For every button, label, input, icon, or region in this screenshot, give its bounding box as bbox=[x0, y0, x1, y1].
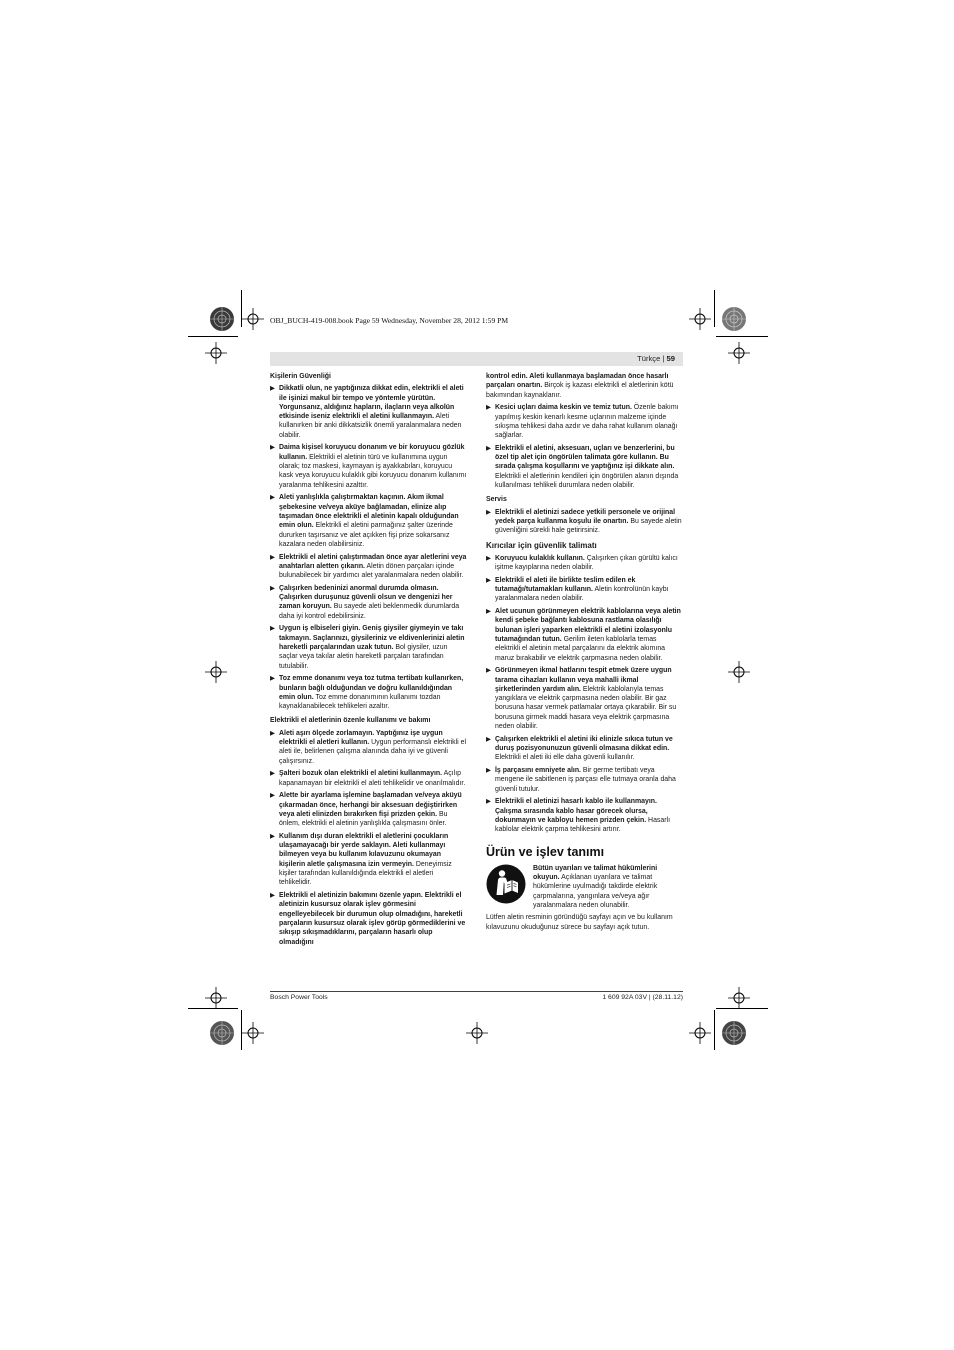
registration-crosshair-icon bbox=[242, 308, 264, 330]
list-item: ▶ Dikkatli olun, ne yaptığınıza dikkat edin, elektrikli el aleti ile işinizi makul bir tempo ve yöntemle yürütün. Yorgunsanız, aldığınız hapların, ilaçların veya alkolün etkisinde iseniz elektrikli el aletini kullanmayın. Aleti kullanırken bir anki dikkatsizlik önemli yaralanmalara neden olabilir. bbox=[270, 385, 464, 439]
section-heading-tool-use-care: Elektrikli el aletlerinin özenle kullanımı ve bakımı bbox=[270, 717, 431, 725]
arrow-bullet-icon: ▶ bbox=[270, 494, 275, 502]
read-instructions-text: Bütün uyarıları ve talimat hükümlerini okuyun. Açıklanan uyarılara ve talimat hükümlerine uyulmadığı takdirde elektrik çarpmalarına, yangınlara ve/veya ağır yaralanmalara neden olunabilir. bbox=[533, 864, 658, 909]
arrow-bullet-icon: ▶ bbox=[486, 444, 491, 452]
right-column bbox=[486, 372, 683, 932]
left-column bbox=[270, 372, 467, 950]
arrow-bullet-icon: ▶ bbox=[270, 675, 275, 683]
arrow-bullet-icon: ▶ bbox=[270, 792, 275, 800]
registration-crosshair-icon bbox=[205, 987, 227, 1009]
footer-document-code: 1 609 92A 03V | (28.11.12) bbox=[602, 994, 683, 1001]
list-item: ▶ Çalışırken elektrikli el aletini iki elinizle sıkıca tutun ve duruş pozisyonunuzun güvenli olmasına dikkat edin. Elektrikli el aleti iki elle daha güvenli kullanılır. bbox=[486, 735, 673, 762]
list-item: ▶ Toz emme donanımı veya toz tutma tertibatı kullanırken, bunların bağlı olduğundan ve doğru kullanıldığından emin olun. Toz emme donanımının kullanımı tozdan kaynaklanabilecek tehlikeleri azaltır. bbox=[270, 675, 464, 711]
section-heading-service: Servis bbox=[486, 496, 507, 504]
file-info-line: OBJ_BUCH-419-008.book Page 59 Wednesday, November 28, 2012 1:59 PM bbox=[270, 316, 509, 325]
list-item: ▶ Koruyucu kulaklık kullanın. Çalışırken çıkan gürültü kalıcı işitme kayıplarına neden olabilir. bbox=[486, 554, 678, 572]
registration-crosshair-icon bbox=[689, 1022, 711, 1044]
arrow-bullet-icon: ▶ bbox=[486, 608, 491, 616]
registration-crosshair-icon bbox=[205, 342, 227, 364]
registration-target-icon bbox=[209, 306, 235, 332]
arrow-bullet-icon: ▶ bbox=[270, 729, 275, 737]
list-item: ▶ Elektrikli el aletinizin bakımını özenle yapın. Elektrikli el aletinizin kusursuz olarak işlev görmesini engelleyebilecek bir durumun olup olmadığını, hareketli parçaların kusursuz olarak işlev görüp görmediklerini ve sıkışıp sıkışmadıklarını, parçaların hasarlı olup olmadığını bbox=[270, 892, 466, 946]
footer-divider bbox=[270, 991, 683, 992]
list-item: ▶ Çalışırken bedeninizi anormal durumda olmasın. Çalışırken duruşunuz güvenli olsun ve dengenizi her zaman koruyun. Bu sayede aleti beklenmedik durumlarda daha iyi kontrol edebilirsiniz. bbox=[270, 584, 460, 620]
registration-crosshair-icon bbox=[728, 342, 750, 364]
read-instructions-notice bbox=[486, 864, 683, 910]
registration-target-icon bbox=[209, 1020, 235, 1046]
arrow-bullet-icon: ▶ bbox=[270, 892, 275, 900]
list-item: ▶ Görünmeyen ikmal hatlarını tespit etmek üzere uygun tarama cihazları kullanın veya mahalli ikmal şirketlerinden yardım alın. Elektrik kablolarıyla temas yangıklara ve elektrik çarpmasına neden olabilir. Bir gaz borusuna hasar vermek patlamalar ortaya çıkarabilir. Bir su borusuna girmek maddi hasara veya elektrik çarpmasına neden olabilir. bbox=[486, 667, 677, 731]
arrow-bullet-icon: ▶ bbox=[486, 767, 491, 775]
arrow-bullet-icon: ▶ bbox=[270, 832, 275, 840]
section-title-product-description: Ürün ve işlev tanımı bbox=[486, 845, 605, 860]
registration-crosshair-icon bbox=[728, 987, 750, 1009]
registration-crosshair-icon bbox=[689, 308, 711, 330]
continued-paragraph: kontrol edin. Aleti kullanmaya başlamadan önce hasarlı parçaları onartın. Birçok iş kazası elektrikli el aletlerinin kötü bakımından kaynaklanır. bbox=[486, 373, 674, 399]
list-item: ▶ Alet ucunun görünmeyen elektrik kablolarına veya aletin kendi şebeke bağlantı kablosuna rastlama olasılığı bulunan işleri yaparken elektrikli el aletini izolasyonlu tutamağından tutun. Gerilim ileten kablolarla temas elektrikli el aletinin metal parçalarını da elektrik akımına maruz bırakabilir ve elektrik çarpmasına neden olabilir. bbox=[486, 608, 681, 662]
section-heading-personal-safety: Kişilerin Güvenliği bbox=[270, 373, 331, 380]
page-number: 59 bbox=[666, 354, 675, 363]
arrow-bullet-icon: ▶ bbox=[486, 404, 491, 412]
list-item: ▶ Elektrikli el aletini, aksesuarı, uçları ve benzerlerini, bu özel tip alet için öngörülen talimata göre kullanın. Bu sırada çalışma koşullarını ve yaptığınız işi dikkate alın. Elektrikli el aletlerinin kendileri için öngörülen alanın dışında kullanılması tehlikeli durumlara neden olabilir. bbox=[486, 444, 679, 490]
arrow-bullet-icon: ▶ bbox=[486, 508, 491, 516]
arrow-bullet-icon: ▶ bbox=[270, 385, 275, 393]
list-item: ▶ Aleti yanlışlıkla çalıştırmaktan kaçının. Akım ikmal şebekesine ve/veya aküye bağlamadan, elinize alıp taşımadan önce elektrikli el aletinin kapalı olduğundan emin olun. Elektrikli el aletini parmağınız şalter üzerinde dururken taşırsanız ve alet açıkken fişi prize sokarsanız kazalara neden olabilirsiniz. bbox=[270, 494, 459, 548]
arrow-bullet-icon: ▶ bbox=[486, 554, 491, 562]
registration-crosshair-icon bbox=[242, 1022, 264, 1044]
registration-crosshair-icon bbox=[466, 1022, 488, 1044]
registration-crosshair-icon bbox=[205, 661, 227, 683]
crop-mark bbox=[716, 336, 768, 337]
list-item: ▶ Şalteri bozuk olan elektrikli el aletini kullanmayın. Açılıp kapanamayan bir elektrikli el aleti tehlikelidir ve onarılmalıdır. bbox=[270, 770, 466, 787]
registration-target-icon bbox=[721, 1020, 747, 1046]
read-manual-icon bbox=[486, 864, 526, 904]
registration-crosshair-icon bbox=[728, 661, 750, 683]
header-label bbox=[637, 354, 675, 363]
arrow-bullet-icon: ▶ bbox=[486, 667, 491, 675]
crop-mark bbox=[714, 290, 715, 327]
list-item: ▶ Aleti aşırı ölçede zorlamayın. Yaptığınız işe uygun elektrikli el aletleri kullanın. Uygun performanslı elektrikli el aleti ile, belirlenen çalışma alanında daha iyi ve güvenli çalışırsınız. bbox=[270, 729, 467, 765]
list-item: ▶ Alette bir ayarlama işlemine başlamadan ve/veya aküyü çıkarmadan önce, herhangi bir aksesuarı değiştirirken veya aleti elinizden bırakırken fişi prizden çekin. Bu önlem, elektrikli el aletinin yanlışlıkla çalışmasını önler. bbox=[270, 792, 462, 828]
header-language: Türkçe bbox=[637, 354, 661, 363]
list-item: ▶ Kullanım dışı duran elektrikli el aletlerini çocukların ulaşamayacağı bir yerde saklayın. Aleti kullanmayı bilmeyen veya bu kullanım kılavuzunu okumayan kişilerin aletle çalışmasına izin vermeyin. Deneyimsiz kişiler tarafından kullanıldığında elektrikli el aletleri tehlikelidir. bbox=[270, 832, 452, 887]
list-item: ▶ Elektrikli el aletinizi sadece yetkili personele ve orijinal yedek parça kullanma koşulu ile onartın. Bu sayede aletin güvenliğini sürekli hale getirirsiniz. bbox=[486, 508, 682, 535]
footer-brand: Bosch Power Tools bbox=[270, 994, 328, 1001]
list-item: ▶ Daima kişisel koruyucu donanım ve bir koruyucu gözlük kullanın. Elektrikli el aletinin türü ve kullanımına uygun olarak; toz maskesi, kaymayan iş ayakkabıları, koruyucu kask veya koruyucu kulaklık gibi koruyucu donanım kullanımı yaralanma tehlikesini azalttır. bbox=[270, 444, 467, 489]
list-item: ▶ Elektrikli el aletinizi hasarlı kablo ile kullanmayın. Çalışma sırasında kablo hasar görecek olursa, dokunmayın ve kabloyu hemen prizden çekin. Hasarlı kablolar elektrik çarpma tehlikesini artırır. bbox=[486, 798, 671, 834]
arrow-bullet-icon: ▶ bbox=[486, 798, 491, 806]
arrow-bullet-icon: ▶ bbox=[486, 735, 491, 743]
arrow-bullet-icon: ▶ bbox=[270, 770, 275, 778]
arrow-bullet-icon: ▶ bbox=[270, 444, 275, 452]
list-item: ▶ Kesici uçları daima keskin ve temiz tutun. Özenle bakımı yapılmış keskin kenarlı kesme uçlarının malzeme içinde sıkışma tehlikesi daha azdır ve daha rahat kullanım olanağı sağlarlar. bbox=[486, 404, 679, 440]
arrow-bullet-icon: ▶ bbox=[270, 584, 275, 592]
list-item: ▶ Elektrikli el aletini çalıştırmadan önce ayar aletlerini veya anahtarları aletten çıkarın. Aletin dönen parçaları içinde bulunabilecek bir yardımcı alet yaralanmalara neden olabilir. bbox=[270, 553, 467, 580]
crop-mark bbox=[188, 336, 238, 337]
crop-mark bbox=[714, 1010, 715, 1050]
arrow-bullet-icon: ▶ bbox=[270, 553, 275, 561]
list-item: ▶ Elektrikli el aleti ile birlikte teslim edilen ek tutamağı/tutamakları kullanın. Aletin kontrolünün kaybı yaralanmalara neden olabilir. bbox=[486, 576, 669, 603]
header-separator: | bbox=[662, 354, 665, 363]
foldout-page-note: Lütfen aletin resminin göründüğü sayfayı açın ve bu kullanım kılavuzunu okuduğunuz sürece bu sayfayı açık tutun. bbox=[486, 914, 673, 931]
list-item: ▶ İş parçasını emniyete alın. Bir germe tertibatı veya mengene ile sabitlenen iş parçası elle tutmaya oranla daha güvenli tutulur. bbox=[486, 767, 676, 793]
registration-target-icon bbox=[721, 306, 747, 332]
arrow-bullet-icon: ▶ bbox=[486, 576, 491, 584]
page-header bbox=[270, 352, 683, 366]
subsection-title-breaker-safety: Kırıcılar için güvenlik talimatı bbox=[486, 540, 597, 550]
arrow-bullet-icon: ▶ bbox=[270, 625, 275, 633]
list-item: ▶ Uygun iş elbiseleri giyin. Geniş giysiler giymeyin ve takı takmayın. Saçlarınızı, giysileriniz ve eldivenlerinizi aletin hareketli parçalarından uzak tutun. Bol giysiler, uzun saçlar veya takılar aletin hareketli parçaları tarafından tutulabilir. bbox=[270, 625, 465, 670]
